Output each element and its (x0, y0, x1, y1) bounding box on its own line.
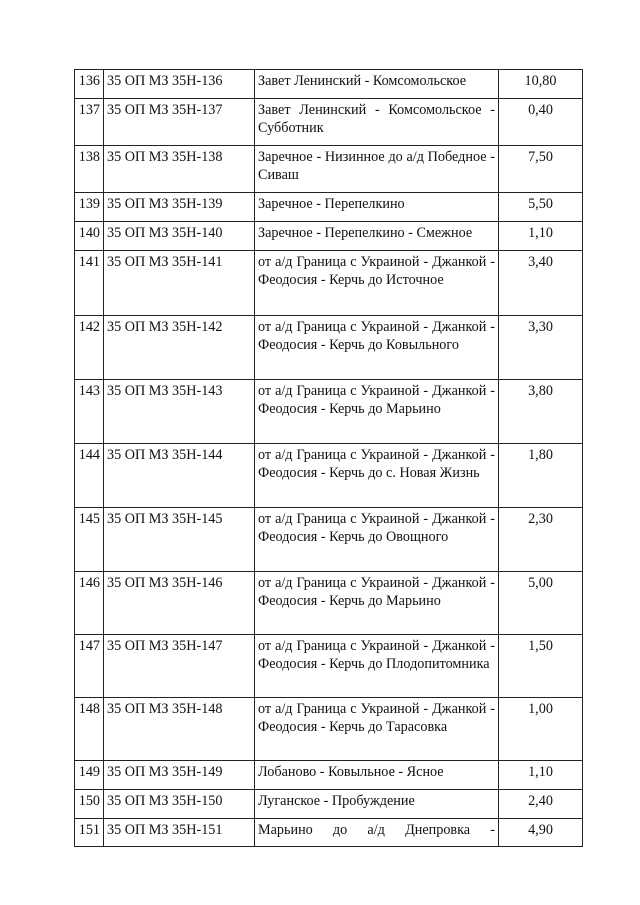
road-name: от а/д Граница с Украиной - Джанкой - Феодосия - Керчь до Плодопитомника (255, 635, 499, 698)
road-id: 35 ОП МЗ 35Н-151 (104, 819, 255, 847)
table-row (75, 444, 583, 508)
road-length: 3,80 (499, 380, 583, 444)
row-number: 149 (75, 761, 104, 790)
road-id: 35 ОП МЗ 35Н-136 (104, 70, 255, 99)
road-id: 35 ОП МЗ 35Н-147 (104, 635, 255, 698)
row-number: 141 (75, 251, 104, 316)
road-id: 35 ОП МЗ 35Н-146 (104, 572, 255, 635)
road-id: 35 ОП МЗ 35Н-144 (104, 444, 255, 508)
road-length: 1,80 (499, 444, 583, 508)
road-name: Луганское - Пробуждение (255, 790, 499, 819)
road-length: 0,40 (499, 99, 583, 146)
table-row (75, 635, 583, 698)
road-length: 2,30 (499, 508, 583, 572)
table-row (75, 761, 583, 790)
road-name: Завет Ленинский - Комсомольское (255, 70, 499, 99)
row-number: 150 (75, 790, 104, 819)
road-length: 7,50 (499, 146, 583, 193)
table-row (75, 380, 583, 444)
row-number: 144 (75, 444, 104, 508)
road-length: 5,50 (499, 193, 583, 222)
row-number: 151 (75, 819, 104, 847)
road-id: 35 ОП МЗ 35Н-140 (104, 222, 255, 251)
row-number: 145 (75, 508, 104, 572)
table-row (75, 146, 583, 193)
road-id: 35 ОП МЗ 35Н-150 (104, 790, 255, 819)
table-row (75, 819, 583, 847)
row-number: 138 (75, 146, 104, 193)
road-id: 35 ОП МЗ 35Н-143 (104, 380, 255, 444)
road-name: Марьино до а/д Днепровка - (255, 819, 499, 847)
row-number: 143 (75, 380, 104, 444)
road-name: от а/д Граница с Украиной - Джанкой - Феодосия - Керчь до Марьино (255, 380, 499, 444)
row-number: 139 (75, 193, 104, 222)
row-number: 148 (75, 698, 104, 761)
table-row (75, 698, 583, 761)
road-name: Заречное - Низинное до а/д Победное - Сиваш (255, 146, 499, 193)
road-id: 35 ОП МЗ 35Н-138 (104, 146, 255, 193)
row-number: 136 (75, 70, 104, 99)
road-name: Завет Ленинский - Комсомольское - Субботник (255, 99, 499, 146)
road-length: 10,80 (499, 70, 583, 99)
row-number: 146 (75, 572, 104, 635)
table-row (75, 572, 583, 635)
road-length: 1,00 (499, 698, 583, 761)
road-name: Лобаново - Ковыльное - Ясное (255, 761, 499, 790)
table-row (75, 99, 583, 146)
row-number: 147 (75, 635, 104, 698)
row-number: 137 (75, 99, 104, 146)
road-id: 35 ОП МЗ 35Н-142 (104, 316, 255, 380)
road-name: от а/д Граница с Украиной - Джанкой - Феодосия - Керчь до Ковыльного (255, 316, 499, 380)
road-name: от а/д Граница с Украиной - Джанкой - Феодосия - Керчь до Овощного (255, 508, 499, 572)
table-row (75, 193, 583, 222)
road-id: 35 ОП МЗ 35Н-145 (104, 508, 255, 572)
road-id: 35 ОП МЗ 35Н-148 (104, 698, 255, 761)
road-name: Заречное - Перепелкино (255, 193, 499, 222)
table-row (75, 790, 583, 819)
table-row (75, 316, 583, 380)
road-length: 1,10 (499, 761, 583, 790)
roads-table-body (75, 70, 583, 847)
road-id: 35 ОП МЗ 35Н-149 (104, 761, 255, 790)
roads-table (74, 69, 583, 847)
road-length: 1,10 (499, 222, 583, 251)
road-length: 3,40 (499, 251, 583, 316)
table-row (75, 508, 583, 572)
road-length: 1,50 (499, 635, 583, 698)
road-name: от а/д Граница с Украиной - Джанкой - Феодосия - Керчь до с. Новая Жизнь (255, 444, 499, 508)
row-number: 140 (75, 222, 104, 251)
table-row (75, 222, 583, 251)
road-name: от а/д Граница с Украиной - Джанкой - Феодосия - Керчь до Марьино (255, 572, 499, 635)
road-name: от а/д Граница с Украиной - Джанкой - Феодосия - Керчь до Тарасовка (255, 698, 499, 761)
road-id: 35 ОП МЗ 35Н-139 (104, 193, 255, 222)
road-name: Заречное - Перепелкино - Смежное (255, 222, 499, 251)
table-row (75, 251, 583, 316)
road-length: 5,00 (499, 572, 583, 635)
row-number: 142 (75, 316, 104, 380)
road-length: 4,90 (499, 819, 583, 847)
table-row (75, 70, 583, 99)
road-length: 3,30 (499, 316, 583, 380)
road-length: 2,40 (499, 790, 583, 819)
road-id: 35 ОП МЗ 35Н-141 (104, 251, 255, 316)
road-name: от а/д Граница с Украиной - Джанкой - Феодосия - Керчь до Источное (255, 251, 499, 316)
road-id: 35 ОП МЗ 35Н-137 (104, 99, 255, 146)
